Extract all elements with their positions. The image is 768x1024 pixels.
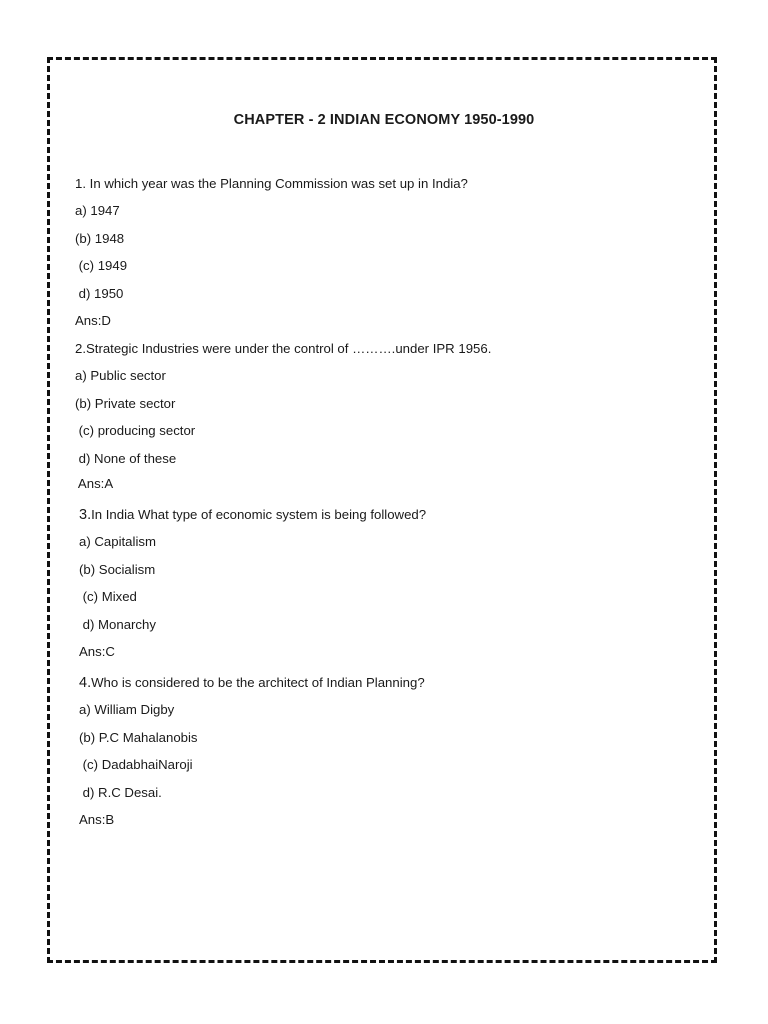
question-1-text: In which year was the Planning Commission was set up in India? <box>86 176 468 191</box>
question-1-number: 1. <box>75 176 86 191</box>
question-3-option-c: (c) Mixed <box>79 589 137 604</box>
question-1-option-a: a) 1947 <box>75 203 120 218</box>
question-3-number: 3. <box>79 507 92 523</box>
question-4-number: 4. <box>79 675 92 691</box>
question-1-option-b: (b) 1948 <box>75 231 125 246</box>
question-4-option-d: d) R.C Desai. <box>79 785 162 800</box>
question-1-option-c: (c) 1949 <box>75 258 128 273</box>
question-2-option-d: d) None of these <box>75 451 177 466</box>
question-2-option-a: a) Public sector <box>75 368 166 383</box>
question-3-option-d: d) Monarchy <box>79 617 156 632</box>
question-4-answer: Ans:B <box>79 812 115 827</box>
question-3-option-b: (b) Socialism <box>79 562 156 577</box>
question-3-option-a: a) Capitalism <box>79 534 156 549</box>
question-3-answer: Ans:C <box>79 644 115 659</box>
question-1 <box>75 175 468 193</box>
question-2 <box>75 340 491 358</box>
question-2-answer: Ans:A <box>75 476 114 491</box>
question-4-option-b: (b) P.C Mahalanobis <box>79 730 198 745</box>
question-4 <box>79 674 425 692</box>
chapter-title: CHAPTER - 2 INDIAN ECONOMY 1950-1990 <box>233 112 535 128</box>
question-3-text: In India What type of economic system is being followed? <box>91 507 427 522</box>
question-3 <box>79 506 426 524</box>
question-1-answer: Ans:D <box>75 313 111 328</box>
question-4-option-c: (c) DadabhaiNaroji <box>79 757 193 772</box>
question-4-text: Who is considered to be the architect of Indian Planning? <box>91 675 425 690</box>
question-2-option-b: (b) Private sector <box>75 396 176 411</box>
question-2-number: 2. <box>75 341 86 356</box>
question-4-option-a: a) William Digby <box>79 702 175 717</box>
question-2-text: Strategic Industries were under the control of ……….under IPR 1956. <box>86 341 492 356</box>
question-2-option-c: (c) producing sector <box>75 423 196 438</box>
question-1-option-d: d) 1950 <box>75 286 124 301</box>
